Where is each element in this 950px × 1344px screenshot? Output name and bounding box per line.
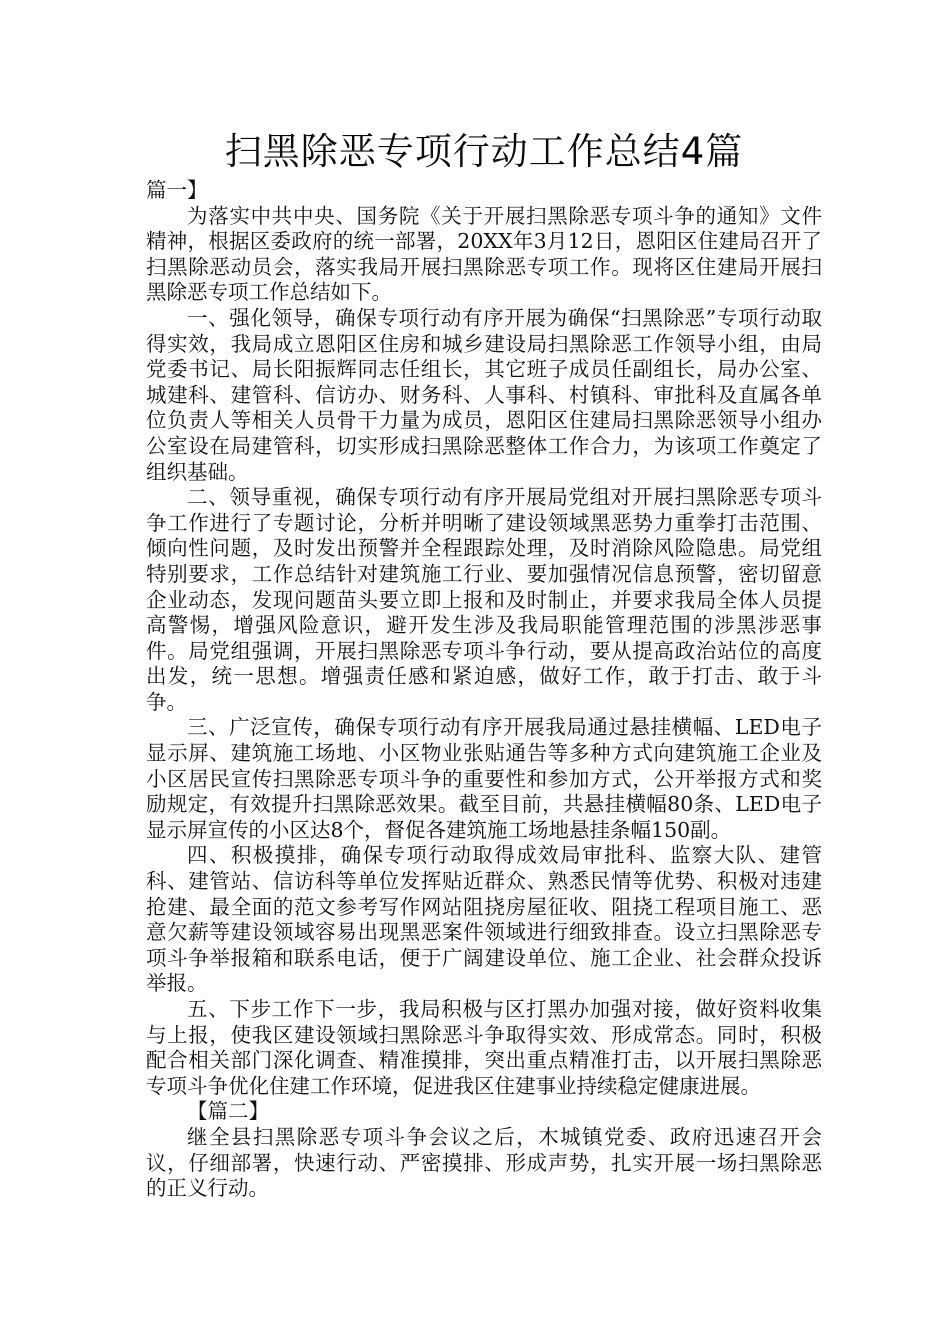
section-two-label: 【篇二】 bbox=[187, 1099, 269, 1124]
section-one-label: 篇一】 bbox=[146, 178, 208, 202]
paragraph-point-one: 一、强化领导，确保专项行动有序开展为确保“扫黑除恶”专项行动取得实效，我局成立恩阳区住房和城乡建设局扫黑除恶工作领导小组，由局党委书记、局长阳振辉同志任组长，其它班子成员任副组长，局办公室、城建科、建管科、信访办、财务科、人事科、村镇科、审批科及直属各单位负责人等相关人员骨干力量为成员，恩阳区住建局扫黑除恶领导小组办公室设在局建管科，切实形成扫黑除恶整体工作合力，为该项工作奠定了组织基础。 bbox=[146, 305, 822, 484]
paragraph-section-two-intro: 继全县扫黑除恶专项斗争会议之后，木城镇党委、政府迅速召开会议，仔细部署，快速行动、严密摸排、形成声势，扎实开展一场扫黑除恶的正义行动。 bbox=[146, 1124, 822, 1201]
paragraph-point-five: 五、下步工作下一步，我局积极与区打黑办加强对接，做好资料收集与上报，使我区建设领域扫黑除恶斗争取得实效、形成常态。同时，积极配合相关部门深化调查、精准摸排，突出重点精准打击，以开展扫黑除恶专项斗争优化住建工作环境，促进我区住建事业持续稳定健康进展。 bbox=[146, 997, 822, 1098]
paragraph-point-three: 三、广泛宣传，确保专项行动有序开展我局通过悬挂横幅、LED电子显示屏、建筑施工场地、小区物业张贴通告等多种方式向建筑施工企业及小区居民宣传扫黑除恶专项斗争的重要性和参加方式，公开举报方式和奖励规定，有效提升扫黑除恶效果。截至目前，共悬挂横幅80条、LED电子显示屏宣传的小区达8个，督促各建筑施工场地悬挂条幅150副。 bbox=[146, 715, 822, 842]
document-title: 扫黑除恶专项行动工作总结4篇 bbox=[224, 130, 744, 173]
paragraph-point-two: 二、领导重视，确保专项行动有序开展局党组对开展扫黑除恶专项斗争工作进行了专题讨论，分析并明晰了建设领域黑恶势力重拳打击范围、倾向性问题，及时发出预警并全程跟踪处理，及时消除风险隐患。局党组特别要求，工作总结针对建筑施工行业、要加强情况信息预警，密切留意企业动态，发现问题苗头要立即上报和及时制止，并要求我局全体人员提高警惕，增强风险意识，避开发生涉及我局职能管理范围的涉黑涉恶事件。局党组强调，开展扫黑除恶专项斗争行动，要从提高政治站位的高度出发，统一思想。增强责任感和紧迫感，做好工作，敢于打击、敢于斗争。 bbox=[146, 485, 822, 714]
paragraph-intro: 为落实中共中央、国务院《关于开展扫黑除恶专项斗争的通知》文件精神，根据区委政府的统一部署，20XX年3月12日，恩阳区住建局召开了扫黑除恶动员会，落实我局开展扫黑除恶专项工作。现将区住建局开展扫黑除恶专项工作总结如下。 bbox=[146, 203, 822, 305]
paragraph-point-four: 四、积极摸排，确保专项行动取得成效局审批科、监察大队、建管科、建管站、信访科等单位发挥贴近群众、熟悉民情等优势、积极对违建抢建、最全面的范文参考写作网站阻挠房屋征收、阻挠工程项目施工、恶意欠薪等建设领域容易出现黑恶案件领域进行细致排查。设立扫黑除恶专项斗争举报箱和联系电话，便于广阔建设单位、施工企业、社会群众投诉举报。 bbox=[146, 843, 822, 996]
document-page bbox=[146, 128, 822, 1202]
